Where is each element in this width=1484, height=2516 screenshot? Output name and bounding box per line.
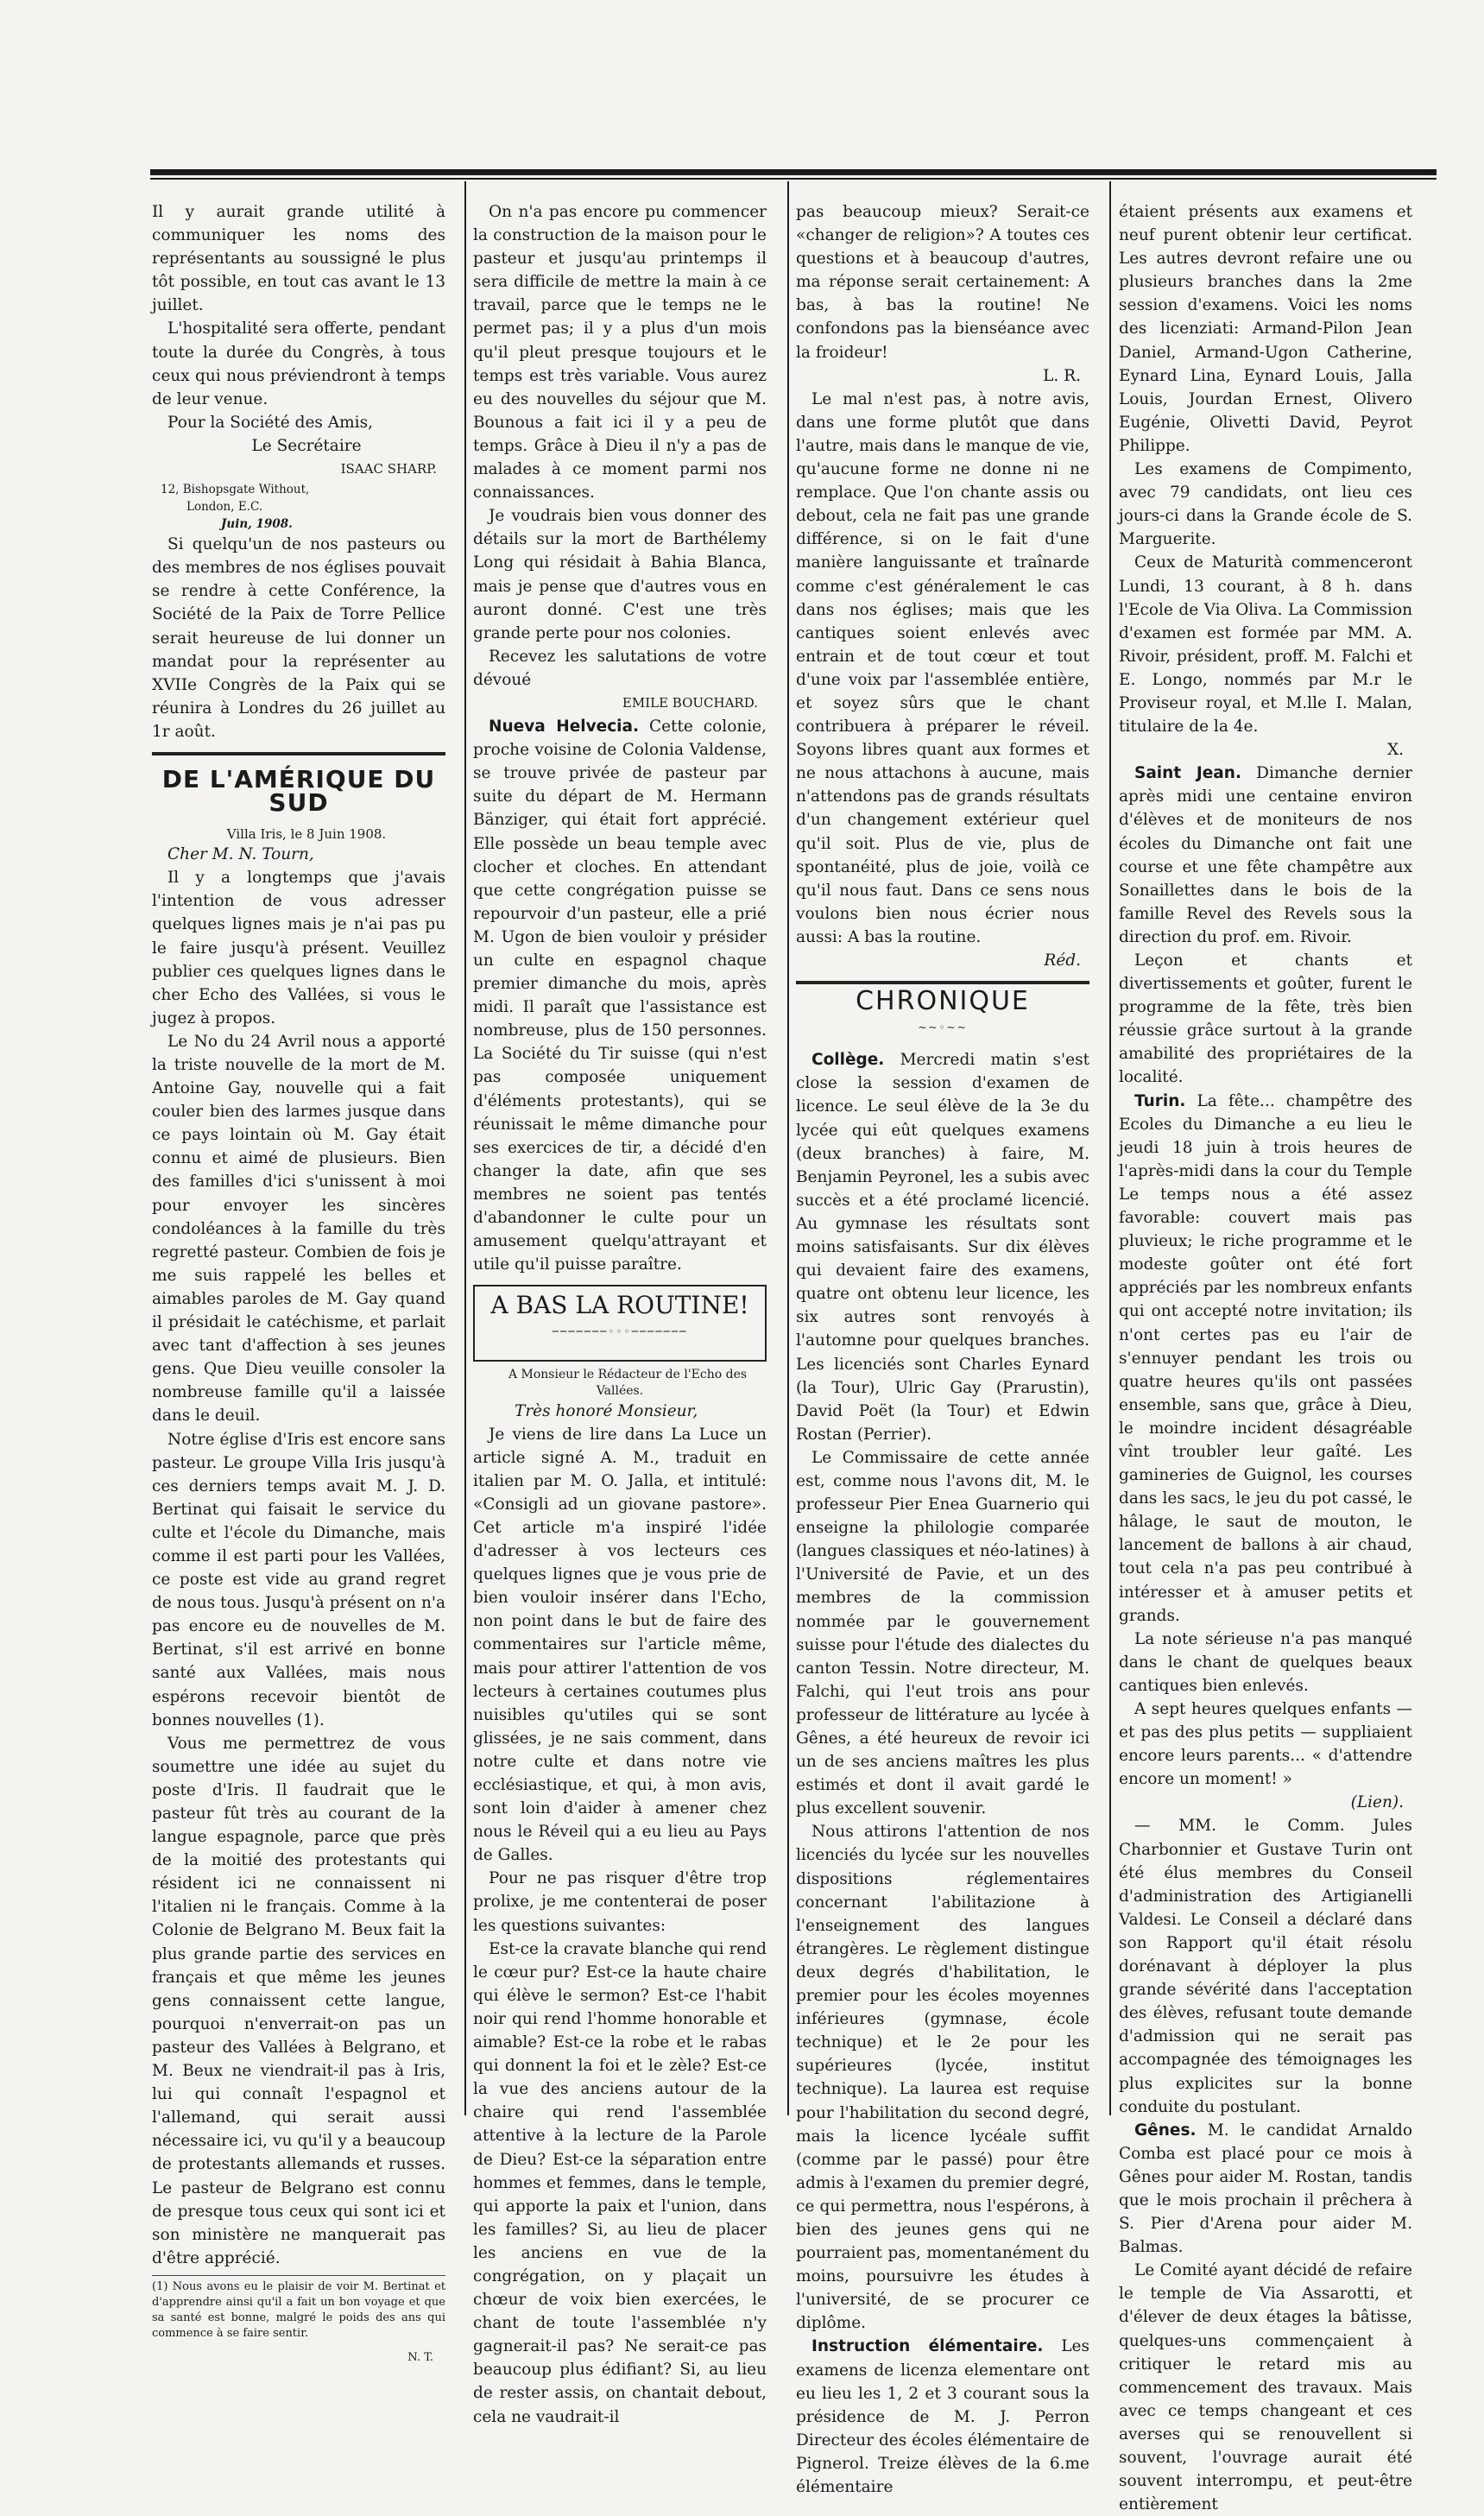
news-item <box>796 2335 1089 2499</box>
news-item-title: Instruction élémentaire. <box>811 2337 1044 2356</box>
signature-initials: L. R. <box>1043 366 1081 385</box>
news-item-text: Les examens de licenza elementare ont eu lieu les 1, 2 et 3 courant sous la présidence de M. J. Perron Directeur des écoles élémentaire de Pignerol. Treize élèves de la 6.me élémentaire <box>796 2337 1089 2496</box>
paragraph: A sept heures quelques enfants — et pas des plus petits — suppliaient encore leurs parents... « d'attendre encore un moment! » <box>1119 1700 1412 1789</box>
paragraph: Le mal n'est pas, à notre avis, dans une forme plutôt que dans l'autre, mais dans le manque de vie, qu'aucune forme ne donne ni ne remplace. Que l'on chante assis ou debout, cela ne fait pas une grande différence, si on le fait d'une manière languissante et traînarde comme c'est généralement le cas dans nos églises; mais que les cantiques soient enlevés avec entrain et de tout cœur et tout d'une voix par l'assemblée entière, et soyez sûrs que le chant contribuera à préparer le réveil. Soyons libres quant aux formes et ne nous attachons à aucune, mais n'attendons pas de grands résultats d'un changement extérieur quel qu'il soit. Plus de vie, plus de spontanéité, plus de joie, voilà ce qu'il nous faut. Dans ce sens nous voulons bien nous écrier nous aussi: A bas la routine. <box>796 389 1089 946</box>
section-heading-box <box>473 1285 767 1361</box>
paragraph: Vous me permettrez de vous soumettre une idée au sujet du poste d'Iris. Il faudrait que le pasteur fût très au courant de la langue espagnole, parce que près de la moitié des protestants qui résident ici ne connaissent ni l'italien ni le français. Comme à la Colonie de Belgrano M. Beux fait la plus grande partie des services en français et que même les jeunes gens connaissent cette langue, pourquoi n'enverrait-on pas un pasteur des Vallées à Belgrano, et M. Beux ne viendrait-il pas à Iris, lui qui connaît l'espagnol et l'allemand, qui serait aussi nécessaire ici, vu qu'il y a beaucoup de protestants allemands et russes. Le pasteur de Belgrano est connu de presque tous ceux qui sont ici et son ministère ne manquerait pas d'être apprécié. <box>152 1734 445 2267</box>
news-item-text: Dimanche dernier après midi une centaine environ d'élèves et de moniteurs de nos écoles du Dimanche ont fait une course et une fête champêtre aux Sonaillettes dans le bois de la famille Revel des Revels sous la direction du prof. em. Rivoir. <box>1119 764 1412 946</box>
paragraph: Il y a longtemps que j'avais l'intention de vous adresser quelques lignes mais je n'ai pas pu le faire jusqu'à présent. Veuillez publier ces quelques lignes dans le cher Echo des Vallées, si vous le jugez à propos. <box>152 869 445 1027</box>
column-divider <box>1109 181 1111 2115</box>
paragraph: Nous attirons l'attention de nos licenciés du lycée sur les nouvelles dispositions réglementaires concernant l'abilitazione à l'enseignement des langues étrangères. Le règlement distingue deux degrés d'habilitation, le premier pour les écoles moyennes inférieures (gymnase, école technique) et le 2e pour les supérieures (lycée, institut technique). La laurea est requise pour l'habilitation du second degré, mais la licence lycéale suffit (comme par le passé) pour être admis à l'examen du premier degré, ce qui permettra, nous l'espérons, à bien des jeunes gens qui ne pourraient pas, momentanément du moins, poursuivre les études à l'université, de se procurer ce diplôme. <box>796 1823 1089 2333</box>
news-item-text: Cette colonie, proche voisine de Colonia Valdense, se trouve privée de pasteur par suite du départ de M. Hermann Bänziger, qui était fort apprécié. Elle possède un beau temple avec clocher et cloches. En attendant que cette congrégation puisse se repourvoir d'un pasteur, elle a prié M. Ugon de bien vouloir y présider un culte en espagnol chaque premier dimanche du mois, après midi. Il paraît que l'assistance est nombreuse, plus de 150 personnes. La Société du Tir suisse (qui n'est pas composée uniquement d'éléments protestants), qui se réunissait le même dimanche pour ses exercices de tir, a décidé d'en changer la date, afin que ses membres ne soient pas tentés d'abandonner le culte pour un amusement quelqu'attrayant et utile qu'il puisse paraître. <box>473 718 767 1274</box>
news-item-text: Mercredi matin s'est close la session d'examen de licence. Le seul élève de la 3e du lycée qui eût quelques examens (deux branches) à faire, M. Benjamin Peyronel, les a subis avec succès et a été proclamé licencié. Au gymnase les résultats sont moins satisfaisants. Sur dix élèves qui devaient faire des examens, quatre ont obtenu leur licence, les six autres sont renvoyés à l'automne pour quelques branches. Les licenciés sont Charles Eynard (la Tour), Ulric Gay (Prarustin), David Poët (la Tour) et Edwin Rostan (Perrier). <box>796 1051 1090 1444</box>
section-rule <box>796 981 1089 984</box>
source-citation: (Lien). <box>1350 1793 1404 1812</box>
signature-name: ISAAC SHARP. <box>340 461 437 477</box>
top-rule-thin <box>150 178 1437 180</box>
news-item-text: M. le candidat Arnaldo Comba est placé pour ce mois à Gênes pour aider M. Rostan, tandis que le mois prochain il prêchera à S. Pier d'Arena pour aider M. Balmas. <box>1119 2121 1413 2257</box>
signature-initials: X. <box>1386 741 1404 760</box>
paragraph: La note sérieuse n'a pas manqué dans le chant de quelques beaux cantiques bien enlevés. <box>1119 1629 1412 1695</box>
paragraph: Recevez les salutations de votre dévoué <box>473 647 767 689</box>
column-2 <box>473 200 767 2426</box>
paragraph: Est-ce la cravate blanche qui rend le cœur pur? Est-ce la haute chaire qui élève le sermon? Est-ce l'habit noir qui rend l'homme honorable et aimable? Est-ce la robe et le rabas qui donnent la foi et le zèle? Est-ce la vue des anciens autour de la chaire qui rend l'assemblée attentive à la lecture de la Parole de Dieu? Est-ce la séparation entre hommes et femmes, dans le temple, qui apporte la paix et l'union, dans les familles? Si, au lieu de placer les anciens en vue de la congrégation, on y plaçait un chœur de voix bien exercées, le chant de toute l'assemblée n'y gagnerait-il pas? Ne serait-ce pas beaucoup plus édifiant? Si, au lieu de rester assis, on chantait debout, cela ne vaudrait-il <box>473 1939 767 2426</box>
news-item-title: Saint Jean. <box>1134 764 1241 783</box>
paragraph: pas beaucoup mieux? Serait-ce «changer de religion»? A toutes ces questions et à beaucoup d'autres, ma réponse serait certainement: A bas, à bas la routine! Ne confondons pas la bienséance avec la froideur! <box>796 203 1089 362</box>
column-divider <box>787 181 789 2115</box>
paragraph: Je viens de lire dans La Luce un article signé A. M., traduit en italien par M. O. Jalla, et intitulé: «Consigli ad un giovane pastore». Cet article m'a inspiré l'idée d'adresser à vos lecteurs ces quelques lignes que je vous prie de bien vouloir insérer dans l'Echo, non point dans le but de faire des commentaires sur l'article même, mais pour attirer l'attention de vos lecteurs à certaines coutumes plus nuisibles qu'utiles qui se sont glissées, je ne sais comment, dans notre culte et dans notre vie ecclésiastique, et qui, à mon avis, sont loin d'aider à amener chez nous le Réveil qui a eu lieu au Pays de Galles. <box>473 1425 767 1865</box>
news-item-title: Gênes. <box>1134 2121 1197 2140</box>
section-heading: A BAS LA ROUTINE! <box>490 1291 749 1320</box>
paragraph: — MM. le Comm. Jules Charbonnier et Gustave Turin ont été élus membres du Conseil d'administration des Artigianelli Valdesi. Le Conseil a déclaré dans son Rapport qu'il était résolu dorénavant à déployer la plus grande sévérité dans l'acceptation des élèves, refusant toute demande d'admission qui ne serait pas accompagnée des témoignages les plus explicites sur la bonne conduite du postulant. <box>1119 1817 1412 2116</box>
paragraph: Le No du 24 Avril nous a apporté la triste nouvelle de la mort de M. Antoine Gay, nouvelle qui a fait couler bien des larmes jusque dans ce pays lointain où M. Gay était connu et aimé de plusieurs. Bien des familles d'ici s'unissent à moi pour envoyer les sincères condoléances à la famille du très regretté pasteur. Combien de fois je me suis rappelé les belles et aimables paroles de M. Gay quand il présidait le catéchisme, et parlait avec tant d'affection à ses jeunes gens. Que Dieu veuille consoler la nombreuse famille qu'il a laissée dans le deuil. <box>152 1032 445 1426</box>
column-4 <box>1119 200 1413 2514</box>
section-heading: CHRONIQUE <box>856 986 1030 1017</box>
paragraph: Si quelqu'un de nos pasteurs ou des membres de nos églises pouvait se rendre à cette Conférence, la Société de la Paix de Torre Pellice serait heureuse de lui donner un mandat pour la représenter au XVIIe Congrès de la Paix qui se réunira à Londres du 26 juillet au 1r août. <box>152 535 445 741</box>
address-date: Juin, 1908. <box>221 517 293 532</box>
top-rule <box>150 169 1437 175</box>
column-3 <box>796 200 1090 2496</box>
signature-line: Pour la Société des Amis, <box>167 413 373 432</box>
paragraph: Ceux de Maturità commenceront Lundi, 13 courant, à 8 h. dans l'Ecole de Via Oliva. La Commission d'examen est formée par MM. A. Rivoir, président, proff. M. Falchi et E. Longo, nommés par M.r le Proviseur royal, et M.lle I. Malan, titulaire de la 4e. <box>1119 553 1412 736</box>
news-item <box>1119 2119 1412 2260</box>
ornament: ~~◦~~ <box>918 1021 968 1034</box>
news-item-title: Collège. <box>811 1051 885 1070</box>
news-item-text: La fête... champêtre des Ecoles du Dimanche a eu lieu le jeudi 18 juin à trois heures de l'après-midi dans la cour du Temple Le temps nous a été assez favorable: couvert mais pas pluvieux; le riche programme et le modeste goûter ont été fort appréciés par les nombreux enfants qui ont accepté notre invitation; ils n'ont certes pas eu l'air de s'ennuyer pendant les trois ou quatre heures qu'ils ont passées ensemble, sans que, grâce à Dieu, le moindre incident désagréable vînt troubler leur gaîté. Les gamineries de Guignol, les courses dans les sacs, le jeu du pot cassé, le hâlage, le saut de mouton, le lancement de ballons à air chaud, tout cela n'a pas peu contribué à intéresser et à amuser petits et grands. <box>1119 1091 1412 1625</box>
news-item <box>473 715 767 1276</box>
column-divider <box>464 181 466 2115</box>
ornament: ───────◦◦◦─────── <box>552 1325 688 1338</box>
paragraph: Le Commissaire de cette année est, comme nous l'avons dit, M. le professeur Pier Enea Guarnerio qui enseigne la philologie comparée (langues classiques et néo-latines) à l'Université de Pavie, et un des membres de la commission nommée par le gouvernement suisse pour l'étude des dialectes du canton Tessin. Notre directeur, M. Falchi, qui l'eut trois ans pour professeur de littérature au lycée à Gênes, a été heureux de revoir ici un de ses anciens maîtres les plus estimés et dont il avait gardé le plus excellent souvenir. <box>796 1448 1089 1818</box>
news-item-title: Turin. <box>1134 1091 1186 1110</box>
dateline: Villa Iris, le 8 Juin 1908. <box>226 826 387 843</box>
salutation: Cher M. N. Tourn, <box>167 845 314 864</box>
news-item-title: Nueva Helvecia. <box>489 718 640 736</box>
letter-address: A Monsieur le Rédacteur de l'Echo des Vallées. <box>508 1367 748 1398</box>
footnote-signature: N. T. <box>407 2350 433 2364</box>
section-rule <box>152 752 445 755</box>
paragraph: Les examens de Compimento, avec 79 candidats, ont lieu ces jours-ci dans la Grande école de S. Marguerite. <box>1119 460 1412 549</box>
news-item <box>1119 1090 1412 1628</box>
footnote: (1) Nous avons eu le plaisir de voir M. Bertinat et d'apprendre ainsi qu'il a fait un bon voyage et que sa santé est bonne, malgré le poids des ans qui commence à se faire sentir. <box>152 2275 445 2342</box>
column-1 <box>152 200 445 2364</box>
paragraph: Il y aurait grande utilité à communiquer les noms des représentants au soussigné le plus tôt possible, en tout cas avant le 13 juillet. <box>152 203 445 315</box>
paragraph: Leçon et chants et divertissements et goûter, furent le programme de la fête, très bien réussie grâce surtout à la grande amabilité des propriétaires de la localité. <box>1119 951 1412 1087</box>
section-heading: DE L'AMÉRIQUE DU SUD <box>161 764 436 818</box>
salutation: Très honoré Monsieur, <box>515 1401 698 1420</box>
address-line: 12, Bishopsgate Without, <box>161 483 310 497</box>
paragraph: Notre église d'Iris est encore sans pasteur. Le groupe Villa Iris jusqu'à ces derniers temps avait M. J. D. Bertinat qui faisait le service du culte et l'école du Dimanche, mais comme il est parti pour les Vallées, ce poste est vide au grand regret de nous tous. Jusqu'à présent on n'a pas encore eu de nouvelles de M. Bertinat, s'il est arrivé en bonne santé aux Vallées, mais nous espérons recevoir bientôt de bonnes nouvelles (1). <box>152 1430 445 1729</box>
paragraph: On n'a pas encore pu commencer la construction de la maison pour le pasteur et jusqu'au printemps il sera difficile de mettre la main à ce travail, parce que le temps ne le permet pas; il y a plus d'un mois qu'il pleut presque toujours et le temps est très variable. Vous aurez eu des nouvelles du séjour que M. Bounous a fait ici il y a peu de temps. Grâce à Dieu il n'y a pas de malades à ce moment parmi nos connaissances. <box>473 203 767 503</box>
news-item <box>796 1048 1089 1446</box>
address-line: London, E.C. <box>186 500 263 515</box>
paragraph: étaient présents aux examens et neuf purent obtenir leur certificat. Les autres devront refaire une ou plusieurs branches dans la 2me session d'examens. Voici les noms des licenziati: Armand-Pilon Jean Daniel, Armand-Ugon Catherine, Eynard Lina, Eynard Louis, Jalla Louis, Jourdan Ernest, Olivero Eugénie, Olivetti David, Peyrot Philippe. <box>1119 203 1412 455</box>
paragraph: Pour ne pas risquer d'être trop prolixe, je me contenterai de poser les questions suivantes: <box>473 1869 767 1935</box>
signature-title: Le Secrétaire <box>251 436 362 455</box>
paragraph: L'hospitalité sera offerte, pendant toute la durée du Congrès, à tous ceux qui nous préviendront à temps de leur venue. <box>152 319 445 408</box>
signature-name: EMILE BOUCHARD. <box>622 694 758 711</box>
paragraph: Je voudrais bien vous donner des détails sur la mort de Barthélemy Long qui résidait à Bahia Blanca, mais je pense que d'autres vous en auront donné. C'est une très grande perte pour nos colonies. <box>473 507 767 642</box>
signature-redaction: Réd. <box>1044 951 1081 970</box>
paragraph: Le Comité ayant décidé de refaire le temple de Via Assarotti, et d'élever de deux étages la bâtisse, quelques-uns commençaient à critiquer le retard mis au commencement des travaux. Mais avec ce temps changeant et ces averses qui se renouvellent si souvent, l'ouvrage aurait été souvent interrompu, et peut-être entièrement <box>1119 2261 1412 2514</box>
news-item <box>1119 762 1412 949</box>
